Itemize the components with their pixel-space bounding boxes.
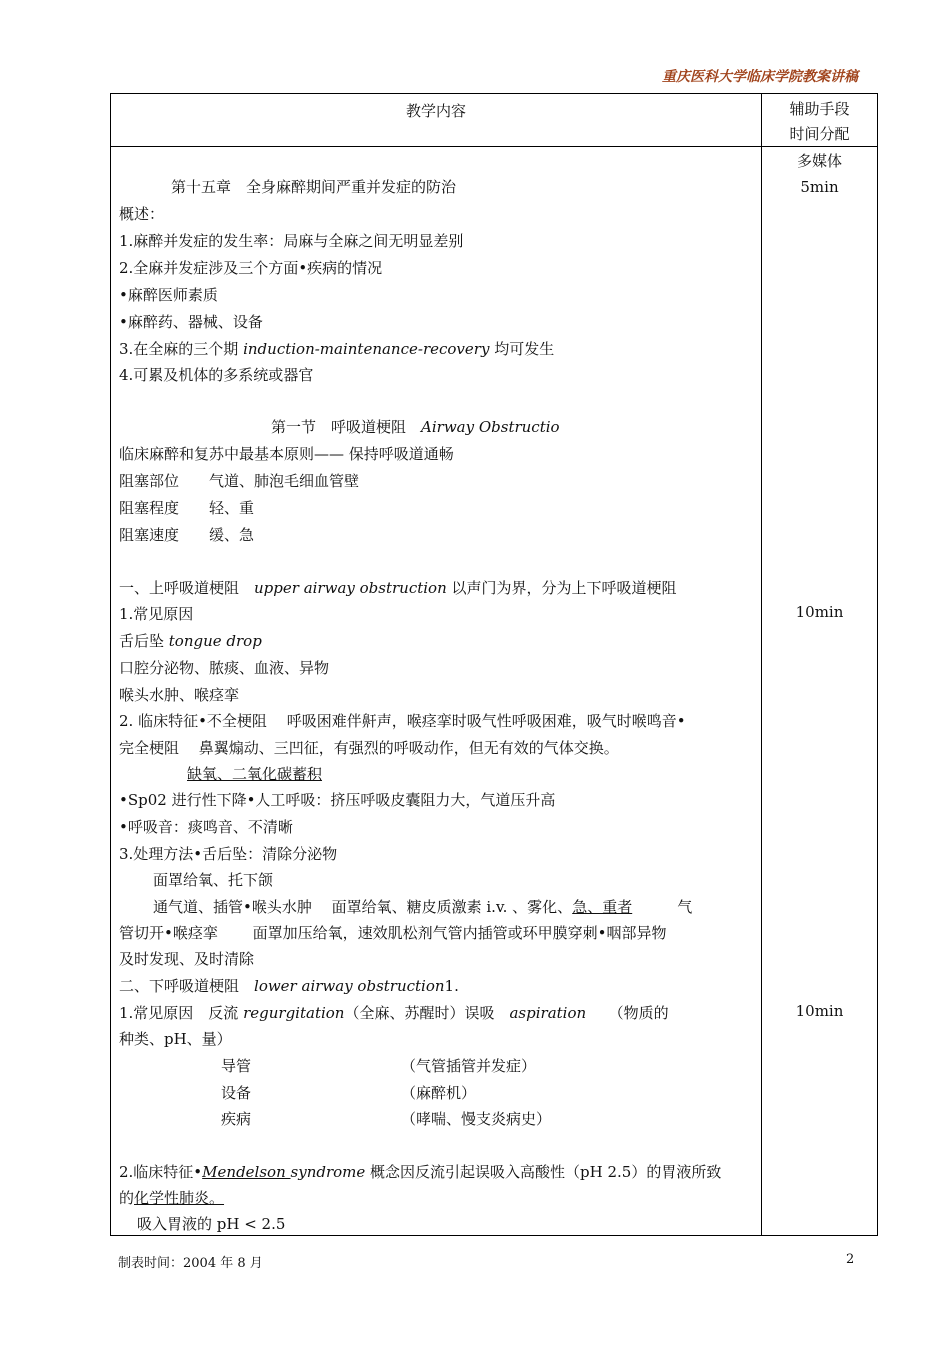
chapter-title: 第十五章 全身麻醉期间严重并发症的防治 [171,178,457,196]
text-line: 喉头水肿、喉痉挛 [119,686,240,704]
page-number: 2 [846,1252,855,1267]
text-segment: 气 [632,898,693,916]
text-line: 管切开•喉痉挛 面罩加压给氧，速效肌松剂气管内插管或环甲膜穿刺•咽部异物 [119,924,667,942]
text-line [119,1159,721,1185]
text-segment-underlined: 化学性肺炎。 [134,1189,225,1207]
text-segment-italic: induction-maintenance-recovery [243,340,490,358]
text-line [153,894,692,920]
text-segment: 以声门为界，分为上下呼吸道梗阻 [446,579,677,597]
text-line: •麻醉医师素质 [119,286,218,304]
text-segment: 一、上呼吸道梗阻 [119,579,255,597]
subsection-heading [119,575,677,601]
text-line [119,628,262,654]
text-line: 设备 [221,1084,252,1102]
text-line: 阻塞部位 气道、肺泡毛细血管壁 [119,472,360,490]
text-segment-italic: regurgitation [243,1004,345,1022]
text-line: 阻塞程度 轻、重 [119,499,255,517]
document-header-title: 重庆医科大学临床学院教案讲稿 [662,69,858,85]
text-line: 疾病 [221,1110,252,1128]
text-segment: 1.常见原因 反流 [119,1004,244,1022]
header-aux-column [762,97,877,147]
text-segment: 概念因反流引起误吸入高酸性（pH 2.5）的胃液所致 [365,1163,722,1181]
text-segment-italic-underlined: Mendelson [202,1163,291,1181]
text-line: 1.常见原因 [119,605,194,623]
text-segment: 3.在全麻的三个期 [119,340,244,358]
text-line: （哮喘、慢支炎病史） [401,1110,552,1128]
text-line: 阻塞速度 缓、急 [119,526,255,544]
text-line: （气管插管并发症） [401,1057,537,1075]
text-line: 口腔分泌物、脓痰、血液、异物 [119,659,330,677]
text-line: 种类、pH、量） [119,1030,232,1048]
text-segment: （全麻、苏醒时）误吸 [344,1004,510,1022]
text-segment: 第一节 呼吸道梗阻 [271,418,422,436]
text-line: •Sp02 进行性下降•人工呼吸：挤压呼吸皮囊阻力大，气道压升高 [119,791,556,809]
text-segment: 通气道、插管•喉头水肿 面罩给氧、糖皮质激素 i.v. 、雾化、 [153,898,573,916]
text-line: 导管 [221,1057,252,1075]
text-segment: 二、下呼吸道梗阻 [119,977,255,995]
text-segment-underlined: 急、重者 [572,898,633,916]
text-segment-italic: Airway Obstructio [421,418,560,436]
text-segment: 1. [444,977,459,995]
subsection-heading [119,973,459,999]
text-line: 2.全麻并发症涉及三个方面•疾病的情况 [119,259,383,277]
text-segment: （物质的 [586,1004,669,1022]
text-segment: 2.临床特征• [119,1163,203,1181]
text-line: 吸入胃液的 pH < 2.5 [137,1215,286,1233]
text-segment-italic: tongue drop [168,632,262,650]
text-segment-italic: upper airway obstruction [254,579,447,597]
text-segment: 的 [119,1189,135,1207]
text-line [119,336,554,362]
text-segment: 均可发生 [489,340,555,358]
text-segment-italic: syndrome [290,1163,366,1181]
column-divider [761,94,762,1235]
text-line: 面罩给氧、托下颌 [153,871,274,889]
text-line: 临床麻醉和复苏中最基本原则—— 保持呼吸道通畅 [119,445,454,463]
aux-time-3: 10min [795,1002,844,1020]
text-line: •麻醉药、器械、设备 [119,313,263,331]
aux-media: 多媒体 [796,152,842,170]
aux-time-2: 10min [795,603,844,621]
text-line: 及时发现、及时清除 [119,950,255,968]
text-line: 4.可累及机体的多系统或器官 [119,366,314,384]
section-title [271,414,560,440]
text-line: 1.麻醉并发症的发生率：局麻与全麻之间无明显差别 [119,232,464,250]
text-segment-italic: aspiration [509,1004,587,1022]
lesson-table [110,93,878,1236]
header-time-allocation: 时间分配 [789,125,850,143]
text-line: •呼吸音：痰鸣音、不清晰 [119,818,293,836]
text-line: 2. 临床特征•不全梗阻 呼吸困难伴鼾声，喉痉挛时吸气性呼吸困难，吸气时喉鸣音• [119,712,686,730]
text-segment: 舌后坠 [119,632,169,650]
aux-time-1: 5min [800,178,839,196]
text-line-underlined: 缺氧、二氧化碳蓄积 [187,765,323,783]
text-line: （麻醉机） [401,1084,477,1102]
header-aux-means: 辅助手段 [789,100,850,118]
footer-date: 制表时间：2004 年 8 月 [118,1256,263,1271]
text-line: 完全梗阻 鼻翼煽动、三凹征，有强烈的呼吸动作，但无有效的气体交换。 [119,739,619,757]
text-line [119,1000,669,1026]
text-line [119,1185,224,1211]
text-line: 3.处理方法•舌后坠：清除分泌物 [119,845,338,863]
overview-heading: 概述： [119,205,165,223]
header-teaching-content: 教学内容 [405,102,466,120]
text-segment-italic: lower airway obstruction [254,977,445,995]
